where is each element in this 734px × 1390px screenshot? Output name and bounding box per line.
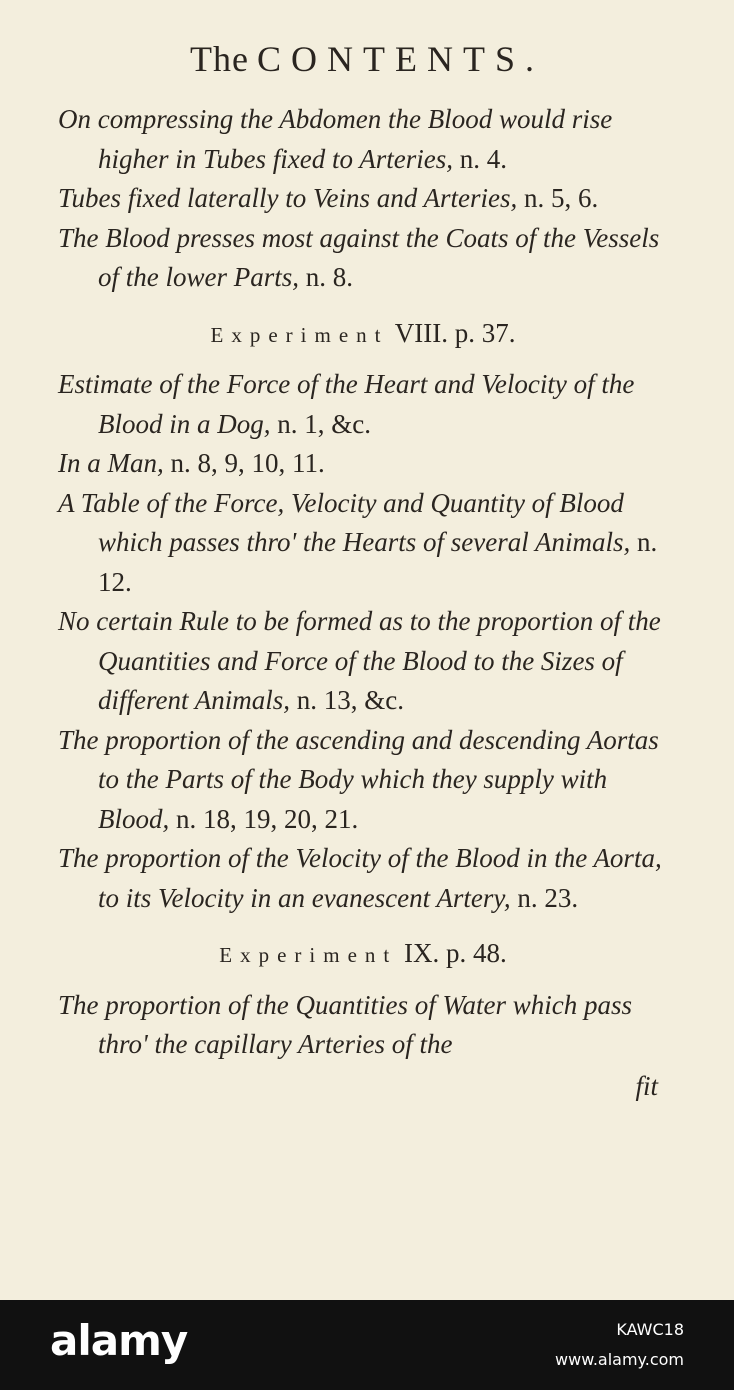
contents-entry: In a Man, n. 8, 9, 10, 11. [58,448,325,478]
watermark-bar [0,1300,734,1390]
contents-list [58,100,668,1106]
title-word: The [190,39,249,79]
contents-entry: The proportion of the Quantities of Water which pass thro' the capillary Arteries of the [58,989,633,1059]
contents-entry: The proportion of the ascending and descending Aortas to the Parts of the Body which they supply with Blood, n. 18, 19, 20, 21. [58,724,659,834]
section-heading: Experiment IX. p. 48. [219,938,507,968]
alamy-logo: alamy [50,1316,188,1365]
contents-entry: The proportion of the Velocity of the Blood in the Aorta, to its Velocity in an evanescent Artery, n. 23. [58,843,662,913]
contents-entry: Tubes fixed laterally to Veins and Arteries, n. 5, 6. [58,183,599,213]
contents-entry: A Table of the Force, Velocity and Quantity of Blood which passes thro' the Hearts of several Animals, n. 12. [58,487,658,597]
title-caps: CONTENTS. [256,39,544,79]
catchword: fit [635,1070,658,1101]
contents-entry: The Blood presses most against the Coats of the Vessels of the lower Parts, n. 8. [58,222,660,292]
page-title [0,38,734,80]
contents-entry: Estimate of the Force of the Heart and Velocity of the Blood in a Dog, n. 1, &c. [58,369,635,439]
section-heading: Experiment VIII. p. 37. [210,317,516,348]
contents-entry: No certain Rule to be formed as to the proportion of the Quantities and Force of the Blood to the Sizes of different Animals, n. 13, &c. [58,606,661,715]
contents-entry: On compressing the Abdomen the Blood would rise higher in Tubes fixed to Arteries, n. 4. [58,104,613,174]
image-id: KAWC18 [616,1320,684,1339]
site-url: www.alamy.com [555,1350,684,1369]
